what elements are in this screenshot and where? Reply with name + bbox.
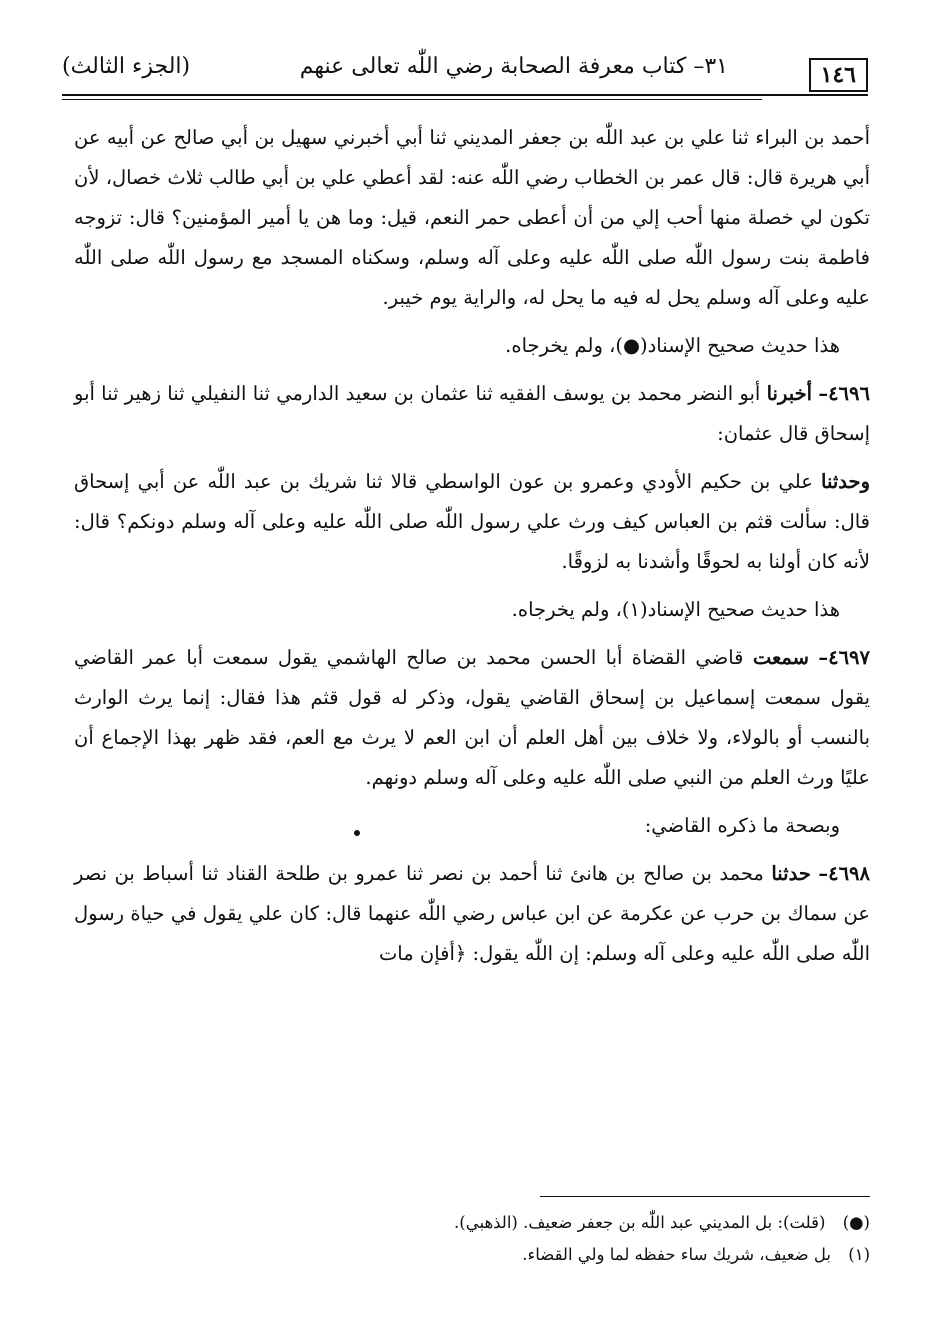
paragraph-4 [74,462,870,582]
footnotes [74,1196,870,1271]
hadith-4697 [74,638,870,798]
hadith-number: ٤٦٩٧– [818,646,870,669]
chapter-title: ٣١– كتاب معرفة الصحابة رضي اللّٰه تعالى عنهم [299,54,728,79]
volume-label: (الجزء الثالث) [62,54,191,79]
page-number: ١٤٦ [809,58,868,92]
paragraph-text: أبو النضر محمد بن يوسف الفقيه ثنا عثمان بن سعيد الدارمي ثنا النفيلي ثنا زهير ثنا أبو إسحاق قال عثمان: [74,382,870,445]
main-text [74,118,870,982]
footnote [74,1207,870,1239]
header-rule [62,94,868,96]
paragraph-2 [74,326,870,366]
paragraph-5 [74,590,870,630]
footnote-rule [540,1196,870,1197]
hadith-lead-word: حدثنا [771,862,811,885]
hadith-number: ٤٦٩٨– [818,862,870,885]
paragraph-text: علي بن حكيم الأودي وعمرو بن عون الواسطي قالا ثنا شريك بن عبد اللّٰه عن أبي إسحاق قال: سألت قثم بن العباس كيف ورث علي رسول اللّٰه صلى اللّٰه عليه وعلى آله وسلم دونكم؟ قال: لأنه كان أولنا به لحوقًا وأشدنا به لزوقًا. [74,470,870,573]
hadith-4696 [74,374,870,454]
hadith-lead-word: أخبرنا [766,382,813,405]
ink-dot [354,830,360,836]
paragraph-text: أحمد بن البراء ثنا علي بن عبد اللّٰه بن جعفر المديني ثنا أبي أخبرني سهيل بن أبي صالح عن أبيه عن أبي هريرة قال: قال عمر بن الخطاب رضي اللّٰه عنه: لقد أعطي علي بن أبي طالب ثلاث خصال، لأن تكون لي خصلة منها أحب إلي من أن أعطى حمر النعم، قيل: وما هن يا أمير المؤمنين؟ قال: تزوجه فاطمة بنت رسول اللّٰه صلى اللّٰه عليه وعلى آله وسلم، وسكناه المسجد مع رسول اللّٰه صلى اللّٰه عليه وعلى آله وسلم يحل له فيه ما يحل له، والراية يوم خيبر. [74,126,870,309]
footnote-marker: (●) [842,1213,870,1232]
paragraph-1 [74,118,870,318]
footnote [74,1239,870,1271]
hadith-lead-word: سمعت [752,646,809,669]
paragraph-text: وبصحة ما ذكره القاضي: [644,814,840,837]
hadith-4698 [74,854,870,974]
paragraph-text: هذا حديث صحيح الإسناد(١)، ولم يخرجاه. [511,598,840,621]
paragraph-text: قاضي القضاة أبا الحسن محمد بن صالح الهاشمي يقول سمعت أبا عمر القاضي يقول سمعت إسماعيل بن إسحاق القاضي يقول، وذكر له قول قثم هذا فقال: إنما يرث الوارث بالنسب أو بالولاء، ولا خلاف بين أهل العلم أن ابن العم لا يرث مع العم، فقد ظهر بهذا الإجماع أن عليًا ورث العلم من النبي صلى اللّٰه عليه وعلى آله وسلم دونهم. [74,646,870,789]
footnote-text: (قلت): بل المديني عبد اللّٰه بن جعفر ضعيف. (الذهبي). [454,1213,826,1232]
paragraph-7 [74,806,870,846]
footnote-text: بل ضعيف، شريك ساء حفظه لما ولي القضاء. [522,1245,831,1264]
footnote-marker: (١) [848,1245,870,1264]
header-rule-thin [62,99,762,100]
paragraph-text: هذا حديث صحيح الإسناد(●)، ولم يخرجاه. [505,334,840,357]
hadith-number: ٤٦٩٦– [818,382,870,405]
paragraph-text: محمد بن صالح بن هانئ ثنا أحمد بن نصر ثنا عمرو بن طلحة القناد ثنا أسباط بن نصر عن سماك بن حرب عن عكرمة عن ابن عباس رضي اللّٰه عنهما قال: كان علي يقول في حياة رسول اللّٰه صلى اللّٰه عليه وعلى آله وسلم: إن اللّٰه يقول: ﴿أفإن مات [74,862,870,965]
hadith-lead-word: وحدثنا [821,470,870,493]
